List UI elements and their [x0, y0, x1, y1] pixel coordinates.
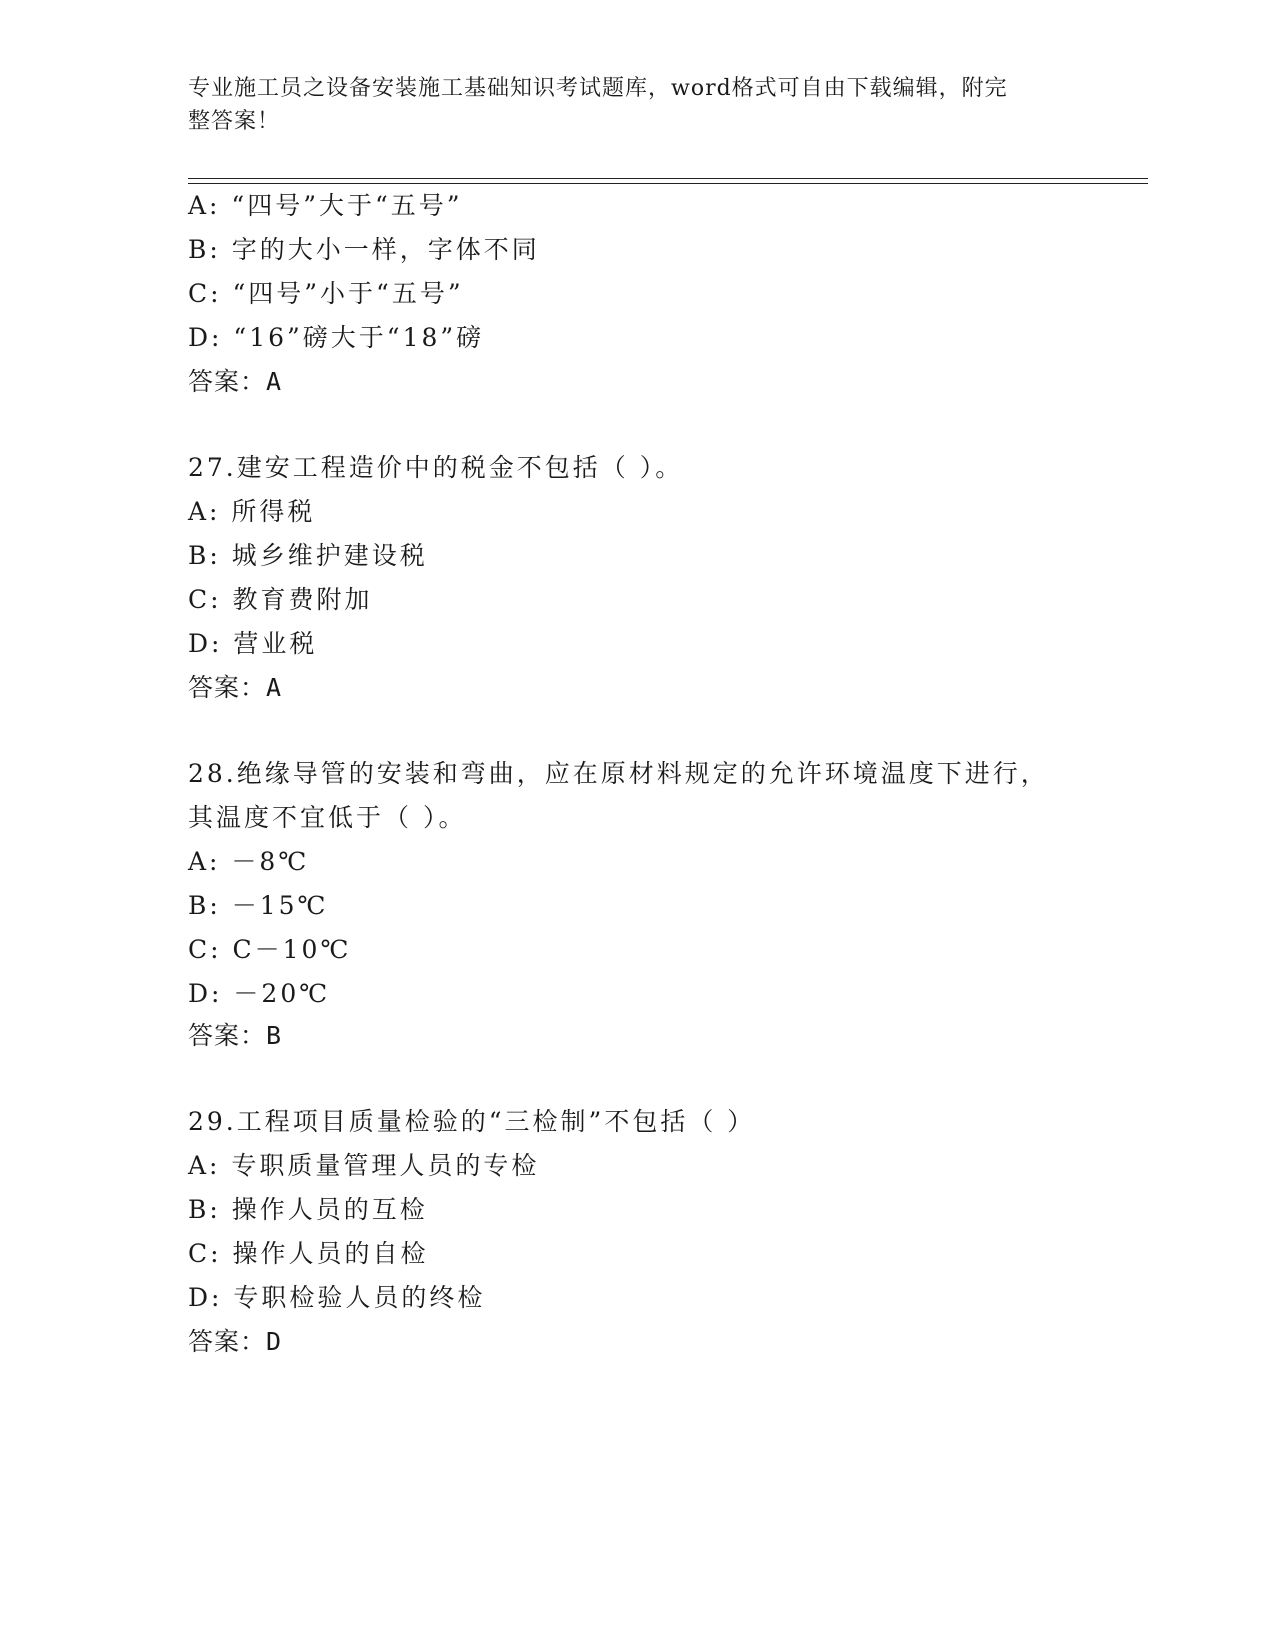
q29-answer: [188, 1322, 282, 1358]
q27-option-a: A: 所得税: [188, 497, 316, 526]
q29-question: 29.工程项目质量检验的“三检制”不包括（ ）: [188, 1107, 756, 1136]
q28-question-line-1: 28.绝缘导管的安装和弯曲，应在原材料规定的允许环境温度下进行，: [188, 759, 1049, 788]
answer-value: A: [266, 673, 283, 702]
q28-option-d: D: －20℃: [188, 979, 331, 1008]
answer-value: A: [266, 367, 283, 396]
answer-label: 答案：: [188, 1327, 267, 1356]
answer-value: D: [266, 1327, 283, 1356]
answer-value: B: [266, 1021, 283, 1050]
q27-question: 27.建安工程造价中的税金不包括（ ）。: [188, 453, 684, 482]
answer-label: 答案：: [188, 367, 267, 396]
header-divider-top: [188, 178, 1148, 179]
q27-option-b: B: 城乡维护建设税: [188, 541, 428, 570]
q28-option-a: A: －8℃: [188, 847, 310, 876]
q28-question-line-2: 其温度不宜低于（ ）。: [188, 803, 467, 832]
q26-option-b: B: 字的大小一样，字体不同: [188, 235, 540, 264]
q27-option-c: C: 教育费附加: [188, 585, 373, 614]
q26-option-d: D: “16”磅大于“18”磅: [188, 323, 485, 352]
q27-answer: [188, 668, 282, 704]
q29-option-b: B: 操作人员的互检: [188, 1195, 428, 1224]
q26-answer: [188, 362, 282, 398]
header-line-1: 专业施工员之设备安装施工基础知识考试题库，word格式可自由下载编辑，附完: [188, 76, 1008, 101]
q29-option-a: A: 专职质量管理人员的专检: [188, 1151, 540, 1180]
answer-label: 答案：: [188, 673, 267, 702]
document-header: [188, 72, 1088, 138]
q26-option-a: A: “四号”大于“五号”: [188, 191, 463, 220]
q29-option-d: D: 专职检验人员的终检: [188, 1283, 486, 1312]
header-divider-bottom: [188, 183, 1148, 184]
answer-label: 答案：: [188, 1021, 267, 1050]
header-line-2: 整答案！: [188, 109, 281, 134]
q27-option-d: D: 营业税: [188, 629, 318, 658]
q28-option-b: B: －15℃: [188, 891, 329, 920]
q26-option-c: C: “四号”小于“五号”: [188, 279, 464, 308]
q28-answer: [188, 1016, 282, 1052]
q28-option-c: C: C－10℃: [188, 935, 352, 964]
q29-option-c: C: 操作人员的自检: [188, 1239, 429, 1268]
